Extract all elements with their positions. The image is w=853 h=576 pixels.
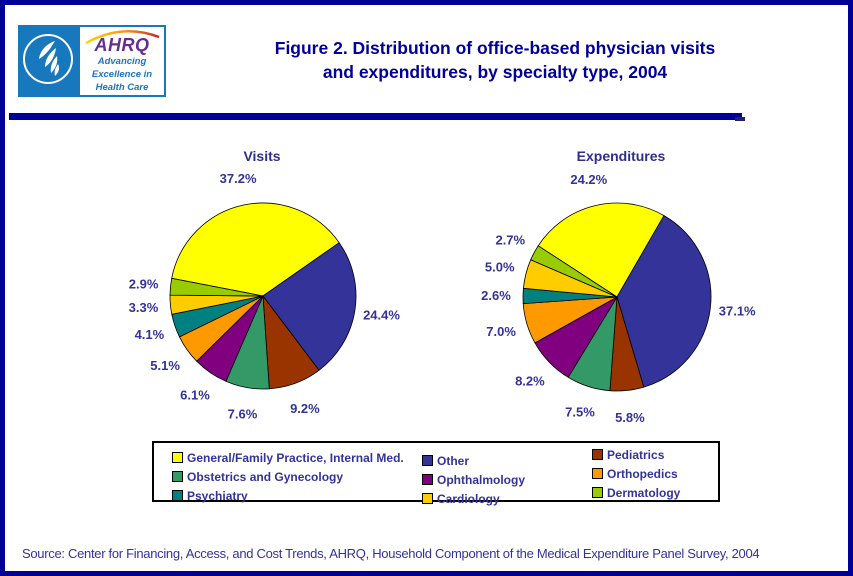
legend-swatch-general-family-practice-internal-med — [172, 452, 183, 463]
pie-charts-canvas — [5, 135, 853, 441]
legend-item-general-family-practice-internal-med — [172, 448, 404, 467]
legend-label-general-family-practice-internal-med: General/Family Practice, Internal Med. — [187, 450, 404, 465]
legend-label-pediatrics: Pediatrics — [607, 447, 665, 462]
legend-item-ophthalmology — [422, 470, 525, 489]
hhs-eagle-icon — [26, 37, 70, 81]
legend-column-1 — [172, 448, 404, 505]
legend-swatch-cardiology — [422, 493, 433, 504]
expenditures-chart-title: Expenditures — [576, 148, 666, 164]
legend-item-dermatology — [592, 483, 680, 502]
legend-label-psychiatry: Psychiatry — [187, 488, 248, 503]
expenditures-label-cardiology: 5.0% — [484, 259, 515, 275]
expenditures-label-ophthalmology: 8.2% — [515, 373, 545, 389]
legend-item-pediatrics — [592, 445, 680, 464]
legend-label-cardiology: Cardiology — [437, 491, 500, 506]
ahrq-tagline-line3: Health Care — [95, 82, 149, 93]
header-divider — [9, 113, 742, 120]
visits-label-obstetrics-and-gynecology: 7.6% — [227, 406, 258, 422]
expenditures-label-psychiatry: 2.6% — [481, 288, 511, 304]
ahrq-tagline-line1: Advancing — [97, 56, 147, 67]
visits-label-dermatology: 2.9% — [128, 276, 159, 292]
expenditures-label-dermatology: 2.7% — [495, 232, 526, 248]
expenditures-label-obstetrics-and-gynecology: 7.5% — [565, 404, 595, 420]
figure-title-line1: Figure 2. Distribution of office-based physician visits — [274, 38, 716, 58]
visits-label-cardiology: 3.3% — [128, 299, 159, 315]
expenditures-label-pediatrics: 5.8% — [615, 409, 645, 425]
ahrq-logo — [18, 25, 166, 97]
legend-swatch-obstetrics-and-gynecology — [172, 471, 183, 482]
legend-column-3 — [592, 445, 680, 502]
legend-swatch-psychiatry — [172, 490, 183, 501]
expenditures-label-general-family-practice-internal-med: 24.2% — [570, 171, 608, 187]
legend-label-ophthalmology: Ophthalmology — [437, 472, 525, 487]
legend-column-2 — [422, 451, 525, 508]
figure-title-line2: and expenditures, by specialty type, 2004 — [322, 62, 668, 82]
expenditures-label-other: 37.1% — [718, 303, 756, 319]
ahrq-swoosh-icon — [82, 29, 162, 45]
legend-item-obstetrics-and-gynecology — [172, 467, 404, 486]
visits-label-orthopedics: 5.1% — [150, 357, 180, 373]
visits-label-other: 24.4% — [363, 307, 400, 323]
visits-label-general-family-practice-internal-med: 37.2% — [219, 171, 257, 187]
legend-label-orthopedics: Orthopedics — [607, 466, 678, 481]
legend-item-psychiatry — [172, 486, 404, 505]
legend-box — [152, 441, 720, 506]
ahrq-tagline-line2: Excellence in — [91, 69, 153, 80]
legend-swatch-orthopedics — [592, 468, 603, 479]
source-note: Source: Center for Financing, Access, and Cost Trends, AHRQ, Household Component of the Medical Expenditure Panel Survey, 2004 — [22, 546, 760, 561]
header-divider-tip — [735, 117, 745, 121]
expenditures-label-orthopedics: 7.0% — [486, 324, 516, 340]
legend-label-dermatology: Dermatology — [607, 485, 681, 500]
ahrq-logo-text-box — [80, 25, 166, 97]
legend-swatch-other — [422, 455, 433, 466]
ahrq-acronym: AHRQ — [94, 35, 150, 55]
legend-swatch-dermatology — [592, 487, 603, 498]
legend-label-other: Other — [437, 453, 470, 468]
legend-item-other — [422, 451, 525, 470]
legend-label-obstetrics-and-gynecology: Obstetrics and Gynecology — [187, 469, 344, 484]
visits-chart-title: Visits — [243, 148, 281, 164]
legend-swatch-ophthalmology — [422, 474, 433, 485]
legend-item-cardiology — [422, 489, 525, 508]
visits-label-pediatrics: 9.2% — [290, 400, 320, 416]
legend-item-orthopedics — [592, 464, 680, 483]
figure-title — [200, 36, 790, 84]
visits-label-psychiatry: 4.1% — [134, 327, 165, 342]
legend-swatch-pediatrics — [592, 449, 603, 460]
visits-label-ophthalmology: 6.1% — [180, 387, 210, 403]
hhs-seal — [18, 25, 80, 97]
